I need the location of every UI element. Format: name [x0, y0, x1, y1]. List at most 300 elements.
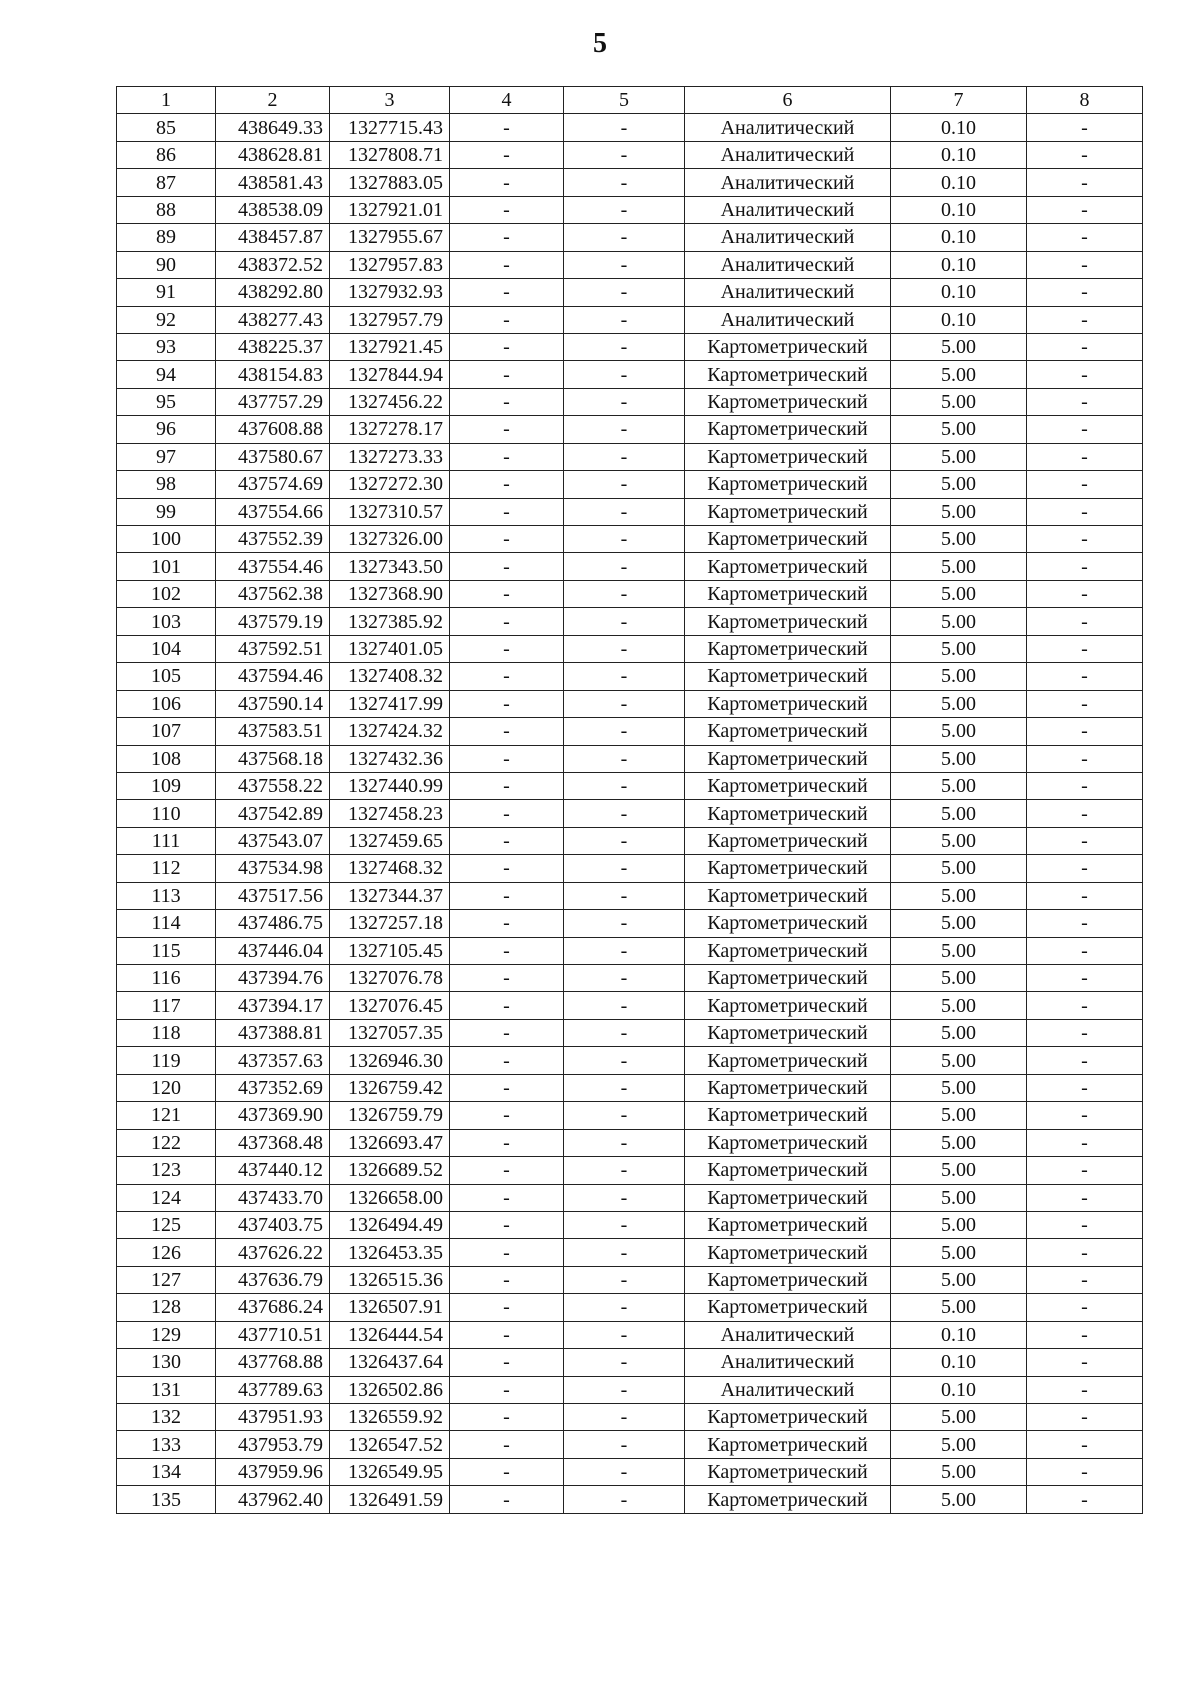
table-row	[117, 443, 1143, 470]
table-row	[117, 526, 1143, 553]
table-row	[117, 1239, 1143, 1266]
cell-coord-y: 1326547.52	[330, 1431, 450, 1458]
cell-coord-y: 1326502.86	[330, 1376, 450, 1403]
cell-coord-x: 438538.09	[216, 196, 330, 223]
cell-method: Картометрический	[685, 910, 891, 937]
cell-col8: -	[1027, 553, 1143, 580]
table-row	[117, 992, 1143, 1019]
cell-point-number: 121	[117, 1102, 216, 1129]
cell-point-number: 93	[117, 333, 216, 360]
cell-col8: -	[1027, 498, 1143, 525]
cell-coord-y: 1327368.90	[330, 580, 450, 607]
cell-method: Аналитический	[685, 251, 891, 278]
table-row	[117, 937, 1143, 964]
table-row	[117, 279, 1143, 306]
cell-method: Картометрический	[685, 745, 891, 772]
cell-point-number: 92	[117, 306, 216, 333]
cell-col5: -	[564, 1157, 685, 1184]
cell-coord-y: 1327883.05	[330, 169, 450, 196]
table-row	[117, 718, 1143, 745]
cell-coord-y: 1326658.00	[330, 1184, 450, 1211]
cell-col4: -	[450, 1294, 564, 1321]
cell-col8: -	[1027, 772, 1143, 799]
table-row	[117, 1074, 1143, 1101]
cell-method: Аналитический	[685, 224, 891, 251]
cell-method: Картометрический	[685, 800, 891, 827]
cell-coord-x: 437951.93	[216, 1404, 330, 1431]
cell-accuracy: 5.00	[891, 1294, 1027, 1321]
table-row	[117, 882, 1143, 909]
cell-col4: -	[450, 772, 564, 799]
cell-accuracy: 5.00	[891, 992, 1027, 1019]
cell-coord-x: 437542.89	[216, 800, 330, 827]
cell-accuracy: 5.00	[891, 388, 1027, 415]
table-row	[117, 306, 1143, 333]
cell-col4: -	[450, 526, 564, 553]
cell-col8: -	[1027, 992, 1143, 1019]
cell-point-number: 118	[117, 1019, 216, 1046]
cell-col8: -	[1027, 1211, 1143, 1238]
cell-method: Картометрический	[685, 361, 891, 388]
cell-col5: -	[564, 114, 685, 141]
column-header-1: 1	[117, 87, 216, 114]
cell-coord-y: 1327408.32	[330, 663, 450, 690]
cell-col8: -	[1027, 1458, 1143, 1485]
table-row	[117, 1266, 1143, 1293]
cell-col4: -	[450, 992, 564, 1019]
cell-col4: -	[450, 1404, 564, 1431]
cell-coord-y: 1326689.52	[330, 1157, 450, 1184]
cell-col8: -	[1027, 526, 1143, 553]
table-row	[117, 910, 1143, 937]
cell-col4: -	[450, 910, 564, 937]
cell-col5: -	[564, 196, 685, 223]
cell-coord-y: 1327105.45	[330, 937, 450, 964]
table-row	[117, 1129, 1143, 1156]
cell-col4: -	[450, 333, 564, 360]
cell-coord-x: 437686.24	[216, 1294, 330, 1321]
cell-accuracy: 5.00	[891, 1431, 1027, 1458]
column-header-5: 5	[564, 87, 685, 114]
cell-col4: -	[450, 114, 564, 141]
cell-col4: -	[450, 1184, 564, 1211]
cell-accuracy: 0.10	[891, 1349, 1027, 1376]
cell-col4: -	[450, 1157, 564, 1184]
cell-coord-y: 1327057.35	[330, 1019, 450, 1046]
cell-col8: -	[1027, 141, 1143, 168]
table-row	[117, 1019, 1143, 1046]
cell-coord-x: 437352.69	[216, 1074, 330, 1101]
cell-coord-x: 437594.46	[216, 663, 330, 690]
column-header-7: 7	[891, 87, 1027, 114]
cell-coord-x: 437590.14	[216, 690, 330, 717]
cell-coord-x: 437608.88	[216, 416, 330, 443]
cell-point-number: 122	[117, 1129, 216, 1156]
cell-coord-x: 437394.76	[216, 965, 330, 992]
table-row	[117, 1157, 1143, 1184]
cell-col5: -	[564, 169, 685, 196]
cell-coord-y: 1327385.92	[330, 608, 450, 635]
table-row	[117, 663, 1143, 690]
cell-coord-x: 437579.19	[216, 608, 330, 635]
cell-coord-x: 437543.07	[216, 827, 330, 854]
cell-point-number: 106	[117, 690, 216, 717]
cell-col8: -	[1027, 471, 1143, 498]
cell-col8: -	[1027, 1294, 1143, 1321]
cell-col4: -	[450, 251, 564, 278]
cell-col4: -	[450, 416, 564, 443]
cell-point-number: 91	[117, 279, 216, 306]
cell-col5: -	[564, 580, 685, 607]
cell-col5: -	[564, 992, 685, 1019]
column-header-8: 8	[1027, 87, 1143, 114]
table-row	[117, 1047, 1143, 1074]
cell-col5: -	[564, 745, 685, 772]
cell-col8: -	[1027, 1074, 1143, 1101]
cell-coord-x: 438225.37	[216, 333, 330, 360]
cell-method: Картометрический	[685, 1294, 891, 1321]
table-row	[117, 1404, 1143, 1431]
cell-col8: -	[1027, 169, 1143, 196]
cell-accuracy: 5.00	[891, 416, 1027, 443]
cell-accuracy: 5.00	[891, 635, 1027, 662]
cell-col5: -	[564, 1239, 685, 1266]
cell-col8: -	[1027, 416, 1143, 443]
cell-col8: -	[1027, 1019, 1143, 1046]
cell-coord-y: 1326515.36	[330, 1266, 450, 1293]
cell-coord-y: 1326693.47	[330, 1129, 450, 1156]
cell-col5: -	[564, 882, 685, 909]
table-header-row	[117, 87, 1143, 114]
cell-coord-x: 437583.51	[216, 718, 330, 745]
cell-accuracy: 5.00	[891, 498, 1027, 525]
cell-col4: -	[450, 279, 564, 306]
table-row	[117, 498, 1143, 525]
cell-coord-x: 437517.56	[216, 882, 330, 909]
cell-point-number: 132	[117, 1404, 216, 1431]
cell-accuracy: 5.00	[891, 1184, 1027, 1211]
cell-method: Картометрический	[685, 416, 891, 443]
cell-col4: -	[450, 224, 564, 251]
cell-coord-x: 437953.79	[216, 1431, 330, 1458]
cell-col8: -	[1027, 855, 1143, 882]
cell-coord-y: 1327278.17	[330, 416, 450, 443]
table-row	[117, 965, 1143, 992]
cell-coord-x: 437552.39	[216, 526, 330, 553]
cell-col4: -	[450, 718, 564, 745]
cell-accuracy: 0.10	[891, 251, 1027, 278]
cell-col8: -	[1027, 635, 1143, 662]
cell-method: Картометрический	[685, 772, 891, 799]
cell-method: Картометрический	[685, 1458, 891, 1485]
cell-coord-x: 438581.43	[216, 169, 330, 196]
cell-method: Картометрический	[685, 663, 891, 690]
cell-coord-y: 1327921.01	[330, 196, 450, 223]
cell-col5: -	[564, 1321, 685, 1348]
cell-col4: -	[450, 800, 564, 827]
cell-accuracy: 0.10	[891, 306, 1027, 333]
cell-method: Картометрический	[685, 388, 891, 415]
cell-accuracy: 0.10	[891, 196, 1027, 223]
cell-accuracy: 5.00	[891, 443, 1027, 470]
cell-accuracy: 0.10	[891, 114, 1027, 141]
cell-col8: -	[1027, 279, 1143, 306]
cell-coord-x: 437789.63	[216, 1376, 330, 1403]
cell-coord-y: 1326559.92	[330, 1404, 450, 1431]
cell-accuracy: 5.00	[891, 910, 1027, 937]
cell-col4: -	[450, 1376, 564, 1403]
cell-accuracy: 5.00	[891, 553, 1027, 580]
cell-point-number: 135	[117, 1486, 216, 1513]
cell-col5: -	[564, 306, 685, 333]
cell-col5: -	[564, 361, 685, 388]
cell-col5: -	[564, 1431, 685, 1458]
cell-col5: -	[564, 1266, 685, 1293]
cell-col8: -	[1027, 196, 1143, 223]
cell-col4: -	[450, 196, 564, 223]
cell-accuracy: 5.00	[891, 1266, 1027, 1293]
cell-col4: -	[450, 553, 564, 580]
cell-point-number: 120	[117, 1074, 216, 1101]
cell-col8: -	[1027, 1157, 1143, 1184]
cell-method: Картометрический	[685, 1157, 891, 1184]
cell-point-number: 112	[117, 855, 216, 882]
cell-accuracy: 5.00	[891, 827, 1027, 854]
cell-point-number: 115	[117, 937, 216, 964]
cell-point-number: 105	[117, 663, 216, 690]
cell-col5: -	[564, 1211, 685, 1238]
table-row	[117, 333, 1143, 360]
cell-coord-y: 1327921.45	[330, 333, 450, 360]
table-row	[117, 855, 1143, 882]
cell-coord-x: 438292.80	[216, 279, 330, 306]
cell-col8: -	[1027, 882, 1143, 909]
cell-method: Картометрический	[685, 1239, 891, 1266]
table-row	[117, 1184, 1143, 1211]
cell-method: Картометрический	[685, 608, 891, 635]
cell-col5: -	[564, 772, 685, 799]
column-header-6: 6	[685, 87, 891, 114]
cell-coord-y: 1327432.36	[330, 745, 450, 772]
cell-col4: -	[450, 1129, 564, 1156]
cell-col4: -	[450, 443, 564, 470]
cell-coord-y: 1326491.59	[330, 1486, 450, 1513]
cell-col8: -	[1027, 306, 1143, 333]
cell-coord-y: 1326946.30	[330, 1047, 450, 1074]
cell-point-number: 95	[117, 388, 216, 415]
cell-point-number: 110	[117, 800, 216, 827]
cell-method: Аналитический	[685, 279, 891, 306]
cell-accuracy: 5.00	[891, 855, 1027, 882]
cell-accuracy: 5.00	[891, 1486, 1027, 1513]
cell-col8: -	[1027, 1129, 1143, 1156]
cell-method: Картометрический	[685, 443, 891, 470]
cell-accuracy: 5.00	[891, 882, 1027, 909]
cell-coord-y: 1327076.78	[330, 965, 450, 992]
table-row	[117, 416, 1143, 443]
cell-coord-y: 1327808.71	[330, 141, 450, 168]
cell-col5: -	[564, 965, 685, 992]
table-row	[117, 1458, 1143, 1485]
table-row	[117, 800, 1143, 827]
cell-coord-x: 437534.98	[216, 855, 330, 882]
cell-col4: -	[450, 608, 564, 635]
table-row	[117, 745, 1143, 772]
cell-coord-x: 437394.17	[216, 992, 330, 1019]
cell-col5: -	[564, 1019, 685, 1046]
cell-point-number: 98	[117, 471, 216, 498]
cell-col8: -	[1027, 1047, 1143, 1074]
cell-coord-x: 437636.79	[216, 1266, 330, 1293]
cell-col8: -	[1027, 1431, 1143, 1458]
cell-col4: -	[450, 663, 564, 690]
cell-col8: -	[1027, 224, 1143, 251]
cell-col5: -	[564, 1074, 685, 1101]
table-row	[117, 388, 1143, 415]
cell-coord-y: 1327417.99	[330, 690, 450, 717]
cell-col4: -	[450, 690, 564, 717]
cell-col5: -	[564, 1404, 685, 1431]
cell-method: Картометрический	[685, 992, 891, 1019]
cell-col5: -	[564, 1376, 685, 1403]
cell-col8: -	[1027, 1239, 1143, 1266]
cell-accuracy: 5.00	[891, 1211, 1027, 1238]
cell-col5: -	[564, 1184, 685, 1211]
cell-coord-y: 1327310.57	[330, 498, 450, 525]
cell-method: Картометрический	[685, 690, 891, 717]
cell-coord-y: 1327957.79	[330, 306, 450, 333]
cell-accuracy: 5.00	[891, 526, 1027, 553]
cell-col8: -	[1027, 800, 1143, 827]
cell-coord-x: 437368.48	[216, 1129, 330, 1156]
cell-col5: -	[564, 443, 685, 470]
cell-coord-y: 1327344.37	[330, 882, 450, 909]
cell-coord-x: 437486.75	[216, 910, 330, 937]
cell-coord-y: 1326453.35	[330, 1239, 450, 1266]
cell-coord-x: 437433.70	[216, 1184, 330, 1211]
cell-point-number: 126	[117, 1239, 216, 1266]
cell-col4: -	[450, 937, 564, 964]
cell-accuracy: 0.10	[891, 141, 1027, 168]
cell-method: Картометрический	[685, 1129, 891, 1156]
cell-point-number: 127	[117, 1266, 216, 1293]
cell-point-number: 107	[117, 718, 216, 745]
table-row	[117, 1486, 1143, 1513]
cell-coord-x: 437959.96	[216, 1458, 330, 1485]
cell-method: Картометрический	[685, 635, 891, 662]
cell-accuracy: 5.00	[891, 361, 1027, 388]
cell-accuracy: 0.10	[891, 169, 1027, 196]
cell-coord-x: 437357.63	[216, 1047, 330, 1074]
cell-col4: -	[450, 1074, 564, 1101]
cell-coord-x: 437562.38	[216, 580, 330, 607]
cell-col8: -	[1027, 1404, 1143, 1431]
cell-col8: -	[1027, 251, 1143, 278]
cell-col8: -	[1027, 910, 1143, 937]
cell-col5: -	[564, 251, 685, 278]
coordinates-table	[116, 86, 1143, 1514]
cell-point-number: 114	[117, 910, 216, 937]
cell-col4: -	[450, 855, 564, 882]
cell-col5: -	[564, 663, 685, 690]
cell-accuracy: 0.10	[891, 1376, 1027, 1403]
cell-col4: -	[450, 1486, 564, 1513]
cell-col4: -	[450, 498, 564, 525]
cell-col5: -	[564, 1349, 685, 1376]
cell-col5: -	[564, 1047, 685, 1074]
cell-col5: -	[564, 416, 685, 443]
cell-col4: -	[450, 1431, 564, 1458]
cell-col4: -	[450, 1239, 564, 1266]
cell-point-number: 99	[117, 498, 216, 525]
cell-coord-y: 1327468.32	[330, 855, 450, 882]
cell-coord-y: 1327440.99	[330, 772, 450, 799]
cell-col4: -	[450, 1349, 564, 1376]
cell-point-number: 90	[117, 251, 216, 278]
cell-point-number: 85	[117, 114, 216, 141]
cell-point-number: 86	[117, 141, 216, 168]
cell-col5: -	[564, 141, 685, 168]
cell-col4: -	[450, 471, 564, 498]
table-row	[117, 196, 1143, 223]
cell-method: Картометрический	[685, 965, 891, 992]
cell-point-number: 97	[117, 443, 216, 470]
cell-method: Аналитический	[685, 1376, 891, 1403]
cell-point-number: 133	[117, 1431, 216, 1458]
table-row	[117, 169, 1143, 196]
table-row	[117, 251, 1143, 278]
cell-col5: -	[564, 498, 685, 525]
cell-method: Картометрический	[685, 580, 891, 607]
cell-method: Картометрический	[685, 333, 891, 360]
cell-accuracy: 5.00	[891, 1404, 1027, 1431]
cell-col5: -	[564, 608, 685, 635]
cell-coord-x: 437580.67	[216, 443, 330, 470]
table-row	[117, 114, 1143, 141]
cell-accuracy: 5.00	[891, 965, 1027, 992]
cell-coord-y: 1327844.94	[330, 361, 450, 388]
cell-method: Картометрический	[685, 855, 891, 882]
cell-accuracy: 5.00	[891, 745, 1027, 772]
cell-method: Картометрический	[685, 471, 891, 498]
cell-coord-y: 1326759.79	[330, 1102, 450, 1129]
cell-col8: -	[1027, 663, 1143, 690]
cell-coord-x: 437554.66	[216, 498, 330, 525]
cell-point-number: 125	[117, 1211, 216, 1238]
cell-coord-x: 438372.52	[216, 251, 330, 278]
cell-method: Картометрический	[685, 498, 891, 525]
cell-col5: -	[564, 471, 685, 498]
cell-col4: -	[450, 1321, 564, 1348]
cell-coord-y: 1327326.00	[330, 526, 450, 553]
table-row	[117, 1321, 1143, 1348]
cell-point-number: 111	[117, 827, 216, 854]
cell-coord-y: 1327424.32	[330, 718, 450, 745]
cell-coord-y: 1327957.83	[330, 251, 450, 278]
cell-method: Картометрический	[685, 1074, 891, 1101]
cell-coord-x: 437962.40	[216, 1486, 330, 1513]
cell-coord-y: 1327401.05	[330, 635, 450, 662]
cell-coord-x: 437710.51	[216, 1321, 330, 1348]
cell-method: Аналитический	[685, 169, 891, 196]
cell-method: Картометрический	[685, 718, 891, 745]
cell-point-number: 103	[117, 608, 216, 635]
cell-coord-x: 438277.43	[216, 306, 330, 333]
table-row	[117, 553, 1143, 580]
cell-col4: -	[450, 1019, 564, 1046]
cell-method: Картометрический	[685, 553, 891, 580]
cell-method: Картометрический	[685, 1211, 891, 1238]
